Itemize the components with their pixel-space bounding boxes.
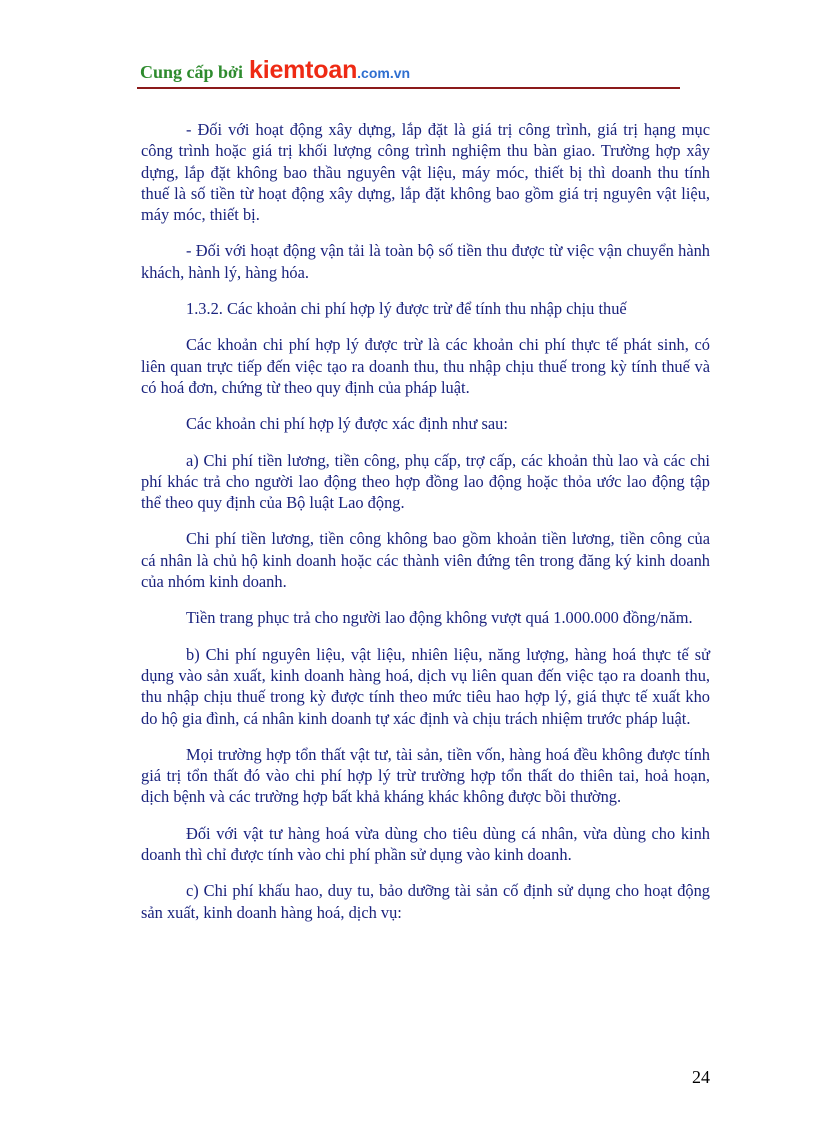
paragraph-item-b-materials: b) Chi phí nguyên liệu, vật liệu, nhiên liệu, năng lượng, hàng hoá thực tế sử dụng vào sản xuất, kinh doanh hàng hoá, dịch vụ liên quan đến việc tạo ra doanh thu, thu nhập chịu thuế trong kỳ được tính theo mức tiêu hao hợp lý, giá thực tế xuất kho do hộ gia đình, cá nhân kinh doanh tự xác định và chịu trách nhiệm trước pháp luật. — [141, 644, 710, 728]
paragraph-transport-revenue: - Đối với hoạt động vận tải là toàn bộ số tiền thu được từ việc vận chuyển hành khách, hành lý, hàng hóa. — [141, 241, 710, 282]
paragraph-wages-exclusion: Chi phí tiền lương, tiền công không bao gồm khoản tiền lương, tiền công của cá nhân là chủ hộ kinh doanh hoặc các thành viên đứng tên trong đăng ký kinh doanh của nhóm kinh doanh. — [141, 529, 710, 592]
paragraph-construction-revenue: - Đối với hoạt động xây dựng, lắp đặt là giá trị công trình, giá trị hạng mục công trình hoặc giá trị khối lượng công trình nghiệm thu bàn giao. Trường hợp xây dựng, lắp đặt không bao thầu nguyên vật liệu, máy móc, thiết bị thì doanh thu tính thuế là số tiền từ hoạt động xây dựng, lắp đặt không bao gồm giá trị nguyên vật liệu, máy móc, thiết bị. — [141, 120, 710, 225]
page-number: 24 — [692, 1067, 710, 1087]
header-brand-logo: kiemtoan — [249, 56, 358, 84]
header-brand-domain: .com.vn — [357, 65, 411, 81]
header-divider — [137, 87, 680, 89]
paragraph-reasonable-costs-intro: Các khoản chi phí hợp lý được xác định như sau: — [186, 414, 508, 434]
paragraph-reasonable-costs-definition: Các khoản chi phí hợp lý được trừ là các khoản chi phí thực tế phát sinh, có liên quan trực tiếp đến việc tạo ra doanh thu, thu nhập chịu thuế trong kỳ tính thuế và có hoá đơn, chứng từ theo quy định của pháp luật. — [141, 335, 710, 397]
paragraph-item-c-depreciation: c) Chi phí khấu hao, duy tu, bảo dưỡng tài sản cố định sử dụng cho hoạt động sản xuất, kinh doanh hàng hoá, dịch vụ: — [141, 881, 710, 922]
paragraph-mixed-use-goods: Đối với vật tư hàng hoá vừa dùng cho tiêu dùng cá nhân, vừa dùng cho kinh doanh thì chỉ được tính vào chi phí phần sử dụng vào kinh doanh. — [141, 823, 710, 865]
document-body — [141, 119, 710, 938]
paragraph-item-a-wages: a) Chi phí tiền lương, tiền công, phụ cấp, trợ cấp, các khoản thù lao và các chi phí khác trả cho người lao động theo hợp đồng lao động hoặc thỏa ước lao động tập thể theo quy định của Bộ luật Lao động. — [141, 450, 710, 513]
header-provider-text: Cung cấp bởi — [140, 62, 243, 82]
paragraph-uniform-allowance: Tiền trang phục trả cho người lao động không vượt quá 1.000.000 đồng/năm. — [186, 608, 693, 628]
section-heading-1-3-2: 1.3.2. Các khoản chi phí hợp lý được trừ để tính thu nhập chịu thuế — [186, 299, 627, 319]
page-header — [140, 56, 410, 86]
paragraph-loss-cases: Mọi trường hợp tổn thất vật tư, tài sản, tiền vốn, hàng hoá đều không được tính giá trị tổn thất đó vào chi phí hợp lý trừ trường hợp tổn thất do thiên tai, hoả hoạn, dịch bệnh và các trường hợp bất khả kháng khác không được bồi thường. — [141, 744, 710, 807]
